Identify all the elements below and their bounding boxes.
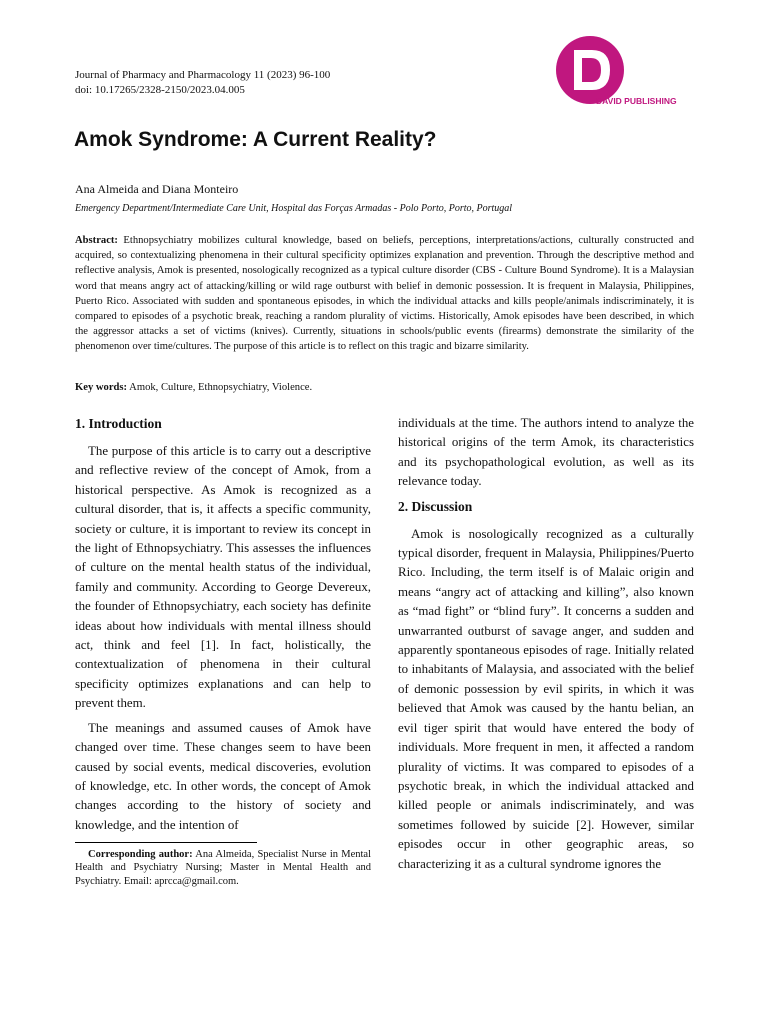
keywords-text: Amok, Culture, Ethnopsychiatry, Violence. [129,382,313,393]
publisher-logo-icon [548,34,698,114]
section-heading-discussion: 2. Discussion [398,498,473,514]
affiliation: Emergency Department/Intermediate Care Unit, Hospital das Forças Armadas - Polo Porto, Porto, Portugal [75,203,513,214]
abstract [75,233,694,355]
authors: Ana Almeida and Diana Monteiro [75,182,239,196]
journal-citation: Journal of Pharmacy and Pharmacology 11 (2023) 96-100 [75,69,331,81]
paragraph: Amok is nosologically recognized as a culturally typical disorder, frequent in Malaysia, Philippines/Puerto Rico. Including, the term itself is of Malaic origin and means “angry act of attacking and killing”, also known as “mad fight” or “blind fury”. It concerns a sudden and unwarranted outburst of savage anger, and sudden and apparently spontaneous episodes of rage. Initially related to inhabitants of Malaysia, and associated with the belief of demonic possession by evil spirits, in which it was believed that Amok was caused by the hantu belian, an evil tiger spirit that would have entered the body of individuals. More frequent in men, it affected a random plurality of victims. It was compared to episodes of a psychotic break, in which the individual attacked and killed people or animals indiscriminately, and was sometimes followed by suicide [2]. However, similar episodes occur in other geographic areas, so characterizing it as a cultural syndrome ignores the [398,526,694,871]
keywords-label: Key words: [75,382,128,393]
footnote-text: Ana Almeida, Specialist Nurse in Mental Health and Psychiatry Nursing; Master in Mental Health and Psychiatry. Email: aprcca@gmail.com. [75,849,371,887]
journal-header [75,68,330,98]
left-column [75,414,371,840]
journal-doi: doi: 10.17265/2328-2150/2023.04.005 [75,84,245,96]
right-column [398,414,694,879]
footnote-divider [75,842,257,843]
paragraph: The meanings and assumed causes of Amok have changed over time. These changes seem to have been caused by social events, medical discoveries, evolution of knowledge, etc. In other words, the concept of Amok changes according to the history of society and knowledge, and the intention of [75,720,371,832]
paper-title: Amok Syndrome: A Current Reality? [74,128,437,151]
paragraph: The purpose of this article is to carry out a descriptive and reflective review of the concept of Amok, from a historical perspective. As Amok is recognized as a cultural disorder, that is, it affects a specific community, society or culture, it is important to review its concept in the light of Ethnopsychiatry. This assesses the influences of culture on the mental health status of the individual, family and community. According to George Devereux, the founder of Ethnopsychiatry, each society has definite ideas about how individuals with mental illness should act, think and feel [1]. In fact, holistically, the contextualization of phenomena in their cultural specificity optimizes explanations and can help to prevent them. [75,444,371,711]
paragraph: individuals at the time. The authors intend to analyze the historical origins of the term Amok, its characteristics and its psychopathological evolution, as well as its relevance today. [398,416,694,489]
section-heading-introduction: 1. Introduction [75,416,162,431]
footnote [75,848,371,888]
abstract-text: Ethnopsychiatry mobilizes cultural knowledge, based on beliefs, perceptions, interpretations/actions, culturally constructed and acquired, so contextualizing phenomena in their cultural specificity optimizes explanation and prevention. Through the descriptive method and reflective analysis, Amok is presented, nosologically recognized as a typical culture disorder (CBS - Culture Bound Syndrome). It is a Malaysian word that means angry act of attacking/killing or wild rage outburst with belief in demonic possession. It is frequent in Malaysia, Philippines, Puerto Rico. Associated with sudden and spontaneous episodes, in which the individual attacks and kills people/animals indiscriminately, it is compared to episodes of a psychotic break, reaching a random plurality of victims. Historically, Amok episodes have been described, in which the aggressor attacks a set of victims (knives). Currently, situations in schools/public events (firearms) demonstrate the similarity of the phenomenon over time/cultures. The purpose of this article is to reflect on this tragic and bizarre similarity. [75,235,694,353]
footnote-label: Corresponding author: [88,849,193,860]
abstract-label: Abstract: [75,235,118,246]
publisher-logo [548,34,698,114]
keywords [75,382,694,393]
publisher-name: DAVID PUBLISHING [596,96,677,106]
